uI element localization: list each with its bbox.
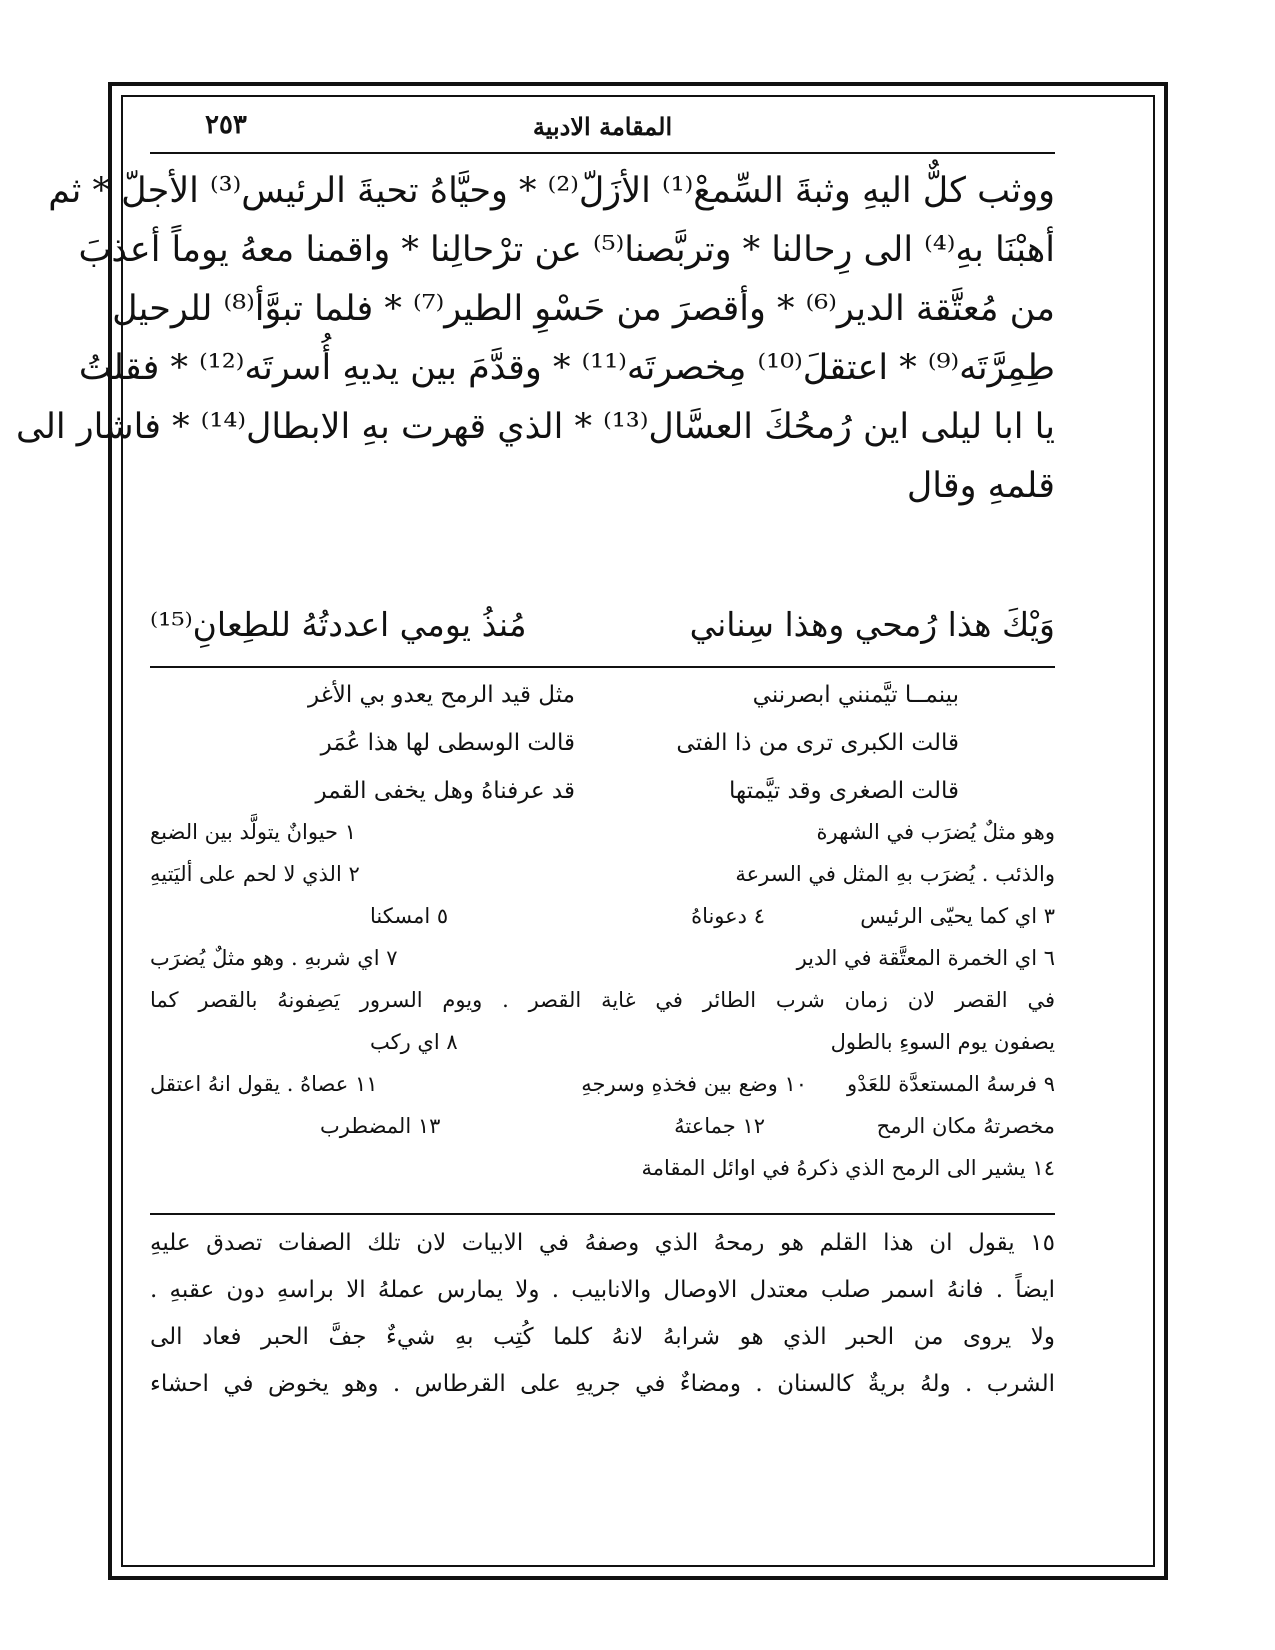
footnote: ٧ اي شربهِ . وهو مثلٌ يُضرَب — [150, 946, 398, 970]
poem-hemistich: مثل قيد الرمح يعدو بي الأغر — [308, 682, 575, 708]
poem-hemistich: قد عرفناهُ وهل يخفى القمر — [315, 778, 575, 804]
footnote: ١٤ يشير الى الرمح الذي ذكرهُ في اوائل المقامة — [641, 1156, 1055, 1180]
footnote-row — [150, 904, 1055, 946]
main-text — [16, 162, 1055, 516]
commentary-line: ١٥ يقول ان هذا القلم هو رمحهُ الذي وصفهُ في الابيات لان تلك الصفات تصدق عليهِ — [150, 1230, 1055, 1256]
verse-hemistich-second: مُنذُ يومي اعددتُهُ للطِعانِ⁽¹⁵⁾ — [150, 605, 527, 644]
poem-hemistich: قالت الصغرى وقد تيَّمتها — [728, 778, 959, 804]
main-text-line: أهبْنَا بهِ⁽⁴⁾ الى رِحالنا * وتربَّصنا⁽⁵⁾ عن ترْحالِنا * واقمنا معهُ يوماً أعذبَ — [78, 230, 1055, 270]
footnote: ٩ فرسهُ المستعدَّة للعَدْو — [846, 1072, 1055, 1096]
main-text-line: من مُعتَّقة الدير⁽⁶⁾ * وأقصرَ من حَسْوِ الطير⁽⁷⁾ * فلما تبوَّأ⁽⁸⁾ للرحيل — [112, 289, 1055, 329]
poem-row — [150, 778, 1055, 826]
footnote-rule — [150, 666, 1055, 668]
commentary — [150, 1220, 1055, 1408]
footnote: ٨ اي ركب — [370, 1030, 458, 1054]
footnote-row — [150, 946, 1055, 988]
poem-hemistich: قالت الكبرى ترى من ذا الفتى — [676, 730, 959, 756]
footnote: ١٠ وضع بين فخذهِ وسرجهِ — [581, 1072, 807, 1096]
footnote: ١١ عصاهُ . يقول انهُ اعتقل — [150, 1072, 378, 1096]
footnote: يصفون يوم السوءِ بالطول — [830, 1030, 1055, 1054]
verse-hemistich-first: وَيْكَ هذا رُمحي وهذا سِناني — [689, 605, 1055, 644]
commentary-line: ولا يروى من الحبر الذي هو شرابهُ لانهُ كلما كُتِب بهِ شيءٌ جفَّ الحبر فعاد الى — [150, 1324, 1055, 1350]
footnote: ٥ امسكنا — [370, 904, 449, 928]
footnote: مخصرتهُ مكان الرمح — [876, 1114, 1055, 1138]
footnotes — [150, 820, 1055, 1198]
running-title: المقامة الادبية — [532, 112, 673, 141]
commentary-rule — [150, 1213, 1055, 1215]
main-text-line: قلمهِ وقال — [906, 466, 1055, 506]
footnote: وهو مثلٌ يُضرَب في الشهرة — [816, 820, 1055, 844]
commentary-line: ايضاً . فانهُ اسمر صلب معتدل الاوصال والانابيب . ولا يمارس عملهُ الا براسهِ دون عقبهِ . — [150, 1277, 1055, 1303]
footnote: ٢ الذي لا لحم على أليَتيهِ — [150, 862, 360, 886]
poem-hemistich: بينمــا تيَّمنني ابصرنني — [752, 682, 959, 708]
footnote: ٤ دعوناهُ — [691, 904, 765, 928]
footnote: ١٢ جماعتهُ — [674, 1114, 765, 1138]
footnote: ١ حيوانٌ يتولَّد بين الضبع — [150, 820, 356, 844]
footnote-row — [150, 820, 1055, 862]
footnote: ٦ اي الخمرة المعتَّقة في الدير — [796, 946, 1055, 970]
footnote: ١٣ المضطرب — [320, 1114, 441, 1138]
main-text-line: ووثب كلٌّ اليهِ وثبةَ السِّمعْ⁽¹⁾ الأزَلّ⁽²⁾ * وحيَّاهُ تحيةَ الرئيس⁽³⁾ الأجلّ * ثم — [48, 171, 1055, 211]
footnote-row — [150, 1156, 1055, 1198]
footnote: والذئب . يُضرَب بهِ المثل في السرعة — [735, 862, 1055, 886]
footnote-row — [150, 1030, 1055, 1072]
footnote-row — [150, 1114, 1055, 1156]
page-number: ٢٥٣ — [205, 110, 247, 140]
poem-row — [150, 682, 1055, 730]
page-content — [16, 100, 1055, 1550]
footnote: ٣ اي كما يحيّى الرئيس — [860, 904, 1055, 928]
main-text-line: طِمِرَّتَه⁽⁹⁾ * اعتقلَ⁽¹⁰⁾ مِخصرتَه⁽¹¹⁾ * وقدَّمَ بين يديهِ أُسرتَه⁽¹²⁾ * فقلتُ — [78, 348, 1055, 388]
poem-row — [150, 730, 1055, 778]
commentary-line: الشرب . ولهُ بريةٌ كالسنان . ومضاءٌ في جريهِ على القرطاس . وهو يخوض في احشاء — [150, 1371, 1055, 1397]
main-text-line: يا ابا ليلى اين رُمحُكَ العسَّال⁽¹³⁾ * الذي قهرت بهِ الابطال⁽¹⁴⁾ * فاشار الى — [16, 407, 1055, 447]
poem — [150, 682, 1055, 826]
footnote-row — [150, 862, 1055, 904]
header-rule — [150, 152, 1055, 154]
verse — [150, 605, 1055, 655]
page-header — [150, 100, 1055, 156]
footnote-row: في القصر لان زمان شرب الطائر في غاية القصر . ويوم السرور يَصِفونهُ بالقصر كما — [150, 988, 1055, 1012]
poem-hemistich: قالت الوسطى لها هذا عُمَر — [320, 730, 575, 756]
footnote-row — [150, 1072, 1055, 1114]
